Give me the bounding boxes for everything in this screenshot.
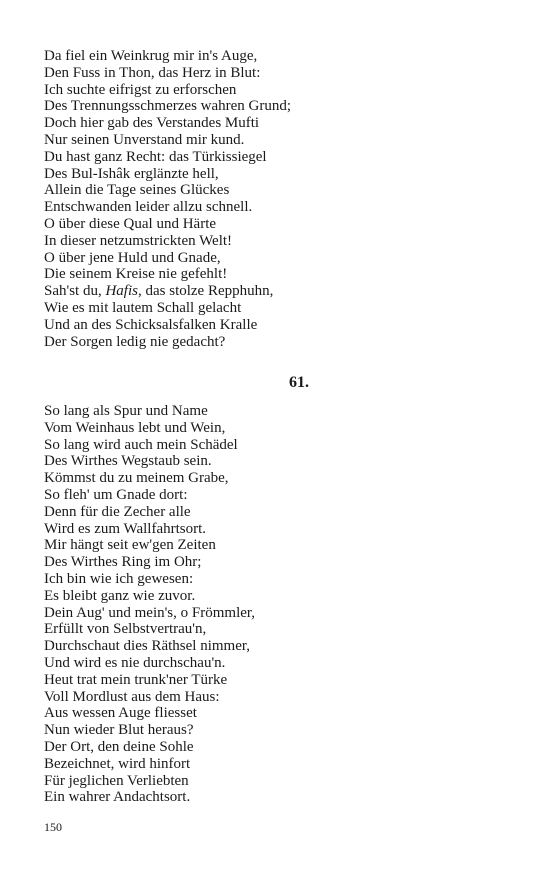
verse-line: O über diese Qual und Härte	[44, 215, 217, 232]
poem-number: 61.	[289, 374, 309, 391]
verse-line: So lang wird auch mein Schädel	[44, 436, 238, 453]
verse-line: Den Fuss in Thon, das Herz in Blut:	[44, 64, 261, 81]
verse-line: Und an des Schicksalsfalken Kralle	[44, 316, 258, 333]
verse-line: Die seinem Kreise nie gefehlt!	[44, 266, 228, 283]
verse-line: So fleh' um Gnade dort:	[44, 486, 188, 503]
verse-line: Bezeichnet, wird hinfort	[44, 755, 191, 772]
verse-line: Ich suchte eifrigst zu erforschen	[44, 81, 237, 98]
verse-line: Erfüllt von Selbstvertrau'n,	[44, 621, 207, 638]
verse-line: Des Wirthes Ring im Ohr;	[44, 554, 202, 571]
verse-line: So lang als Spur und Name	[44, 403, 208, 419]
verse-line: Mir hängt seit ew'gen Zeiten	[44, 537, 216, 554]
page-number: 150	[44, 820, 62, 834]
verse-line: O über jene Huld und Gnade,	[44, 249, 221, 266]
poem-number-heading	[0, 374, 550, 392]
verse-line: Da fiel ein Weinkrug mir in's Auge,	[44, 48, 258, 64]
poet-name: Hafis	[105, 283, 138, 300]
verse-line: Des Trennungsschmerzes wahren Grund;	[44, 98, 292, 115]
verse-line: In dieser netzumstrickten Welt!	[44, 232, 233, 249]
verse-line: Dein Aug' und mein's, o Frömmler,	[44, 604, 256, 621]
verse-line: Für jeglichen Verliebten	[44, 772, 189, 789]
verse-line: Doch hier gab des Verstandes Mufti	[44, 115, 260, 132]
verse-line-end: , das stolze Repphuhn,	[137, 283, 274, 300]
verse-line: Vom Weinhaus lebt und Wein,	[44, 419, 226, 436]
verse-line: Es bleibt ganz wie zuvor.	[44, 587, 196, 604]
verse-line: Aus wessen Auge fliesset	[44, 705, 197, 722]
verse-line: Heut trat mein trunk'ner Türke	[44, 671, 228, 688]
verse-line: Kömmst du zu meinem Grabe,	[44, 470, 229, 487]
verse-line: Entschwanden leider allzu schnell.	[44, 199, 253, 216]
verse-line: Und wird es nie durchschau'n.	[44, 654, 226, 671]
verse-line: Ich bin wie ich gewesen:	[44, 570, 194, 587]
verse-line: Des Wirthes Wegstaub sein.	[44, 453, 212, 470]
verse-line: Des Bul-Ishâk erglänzte hell,	[44, 165, 219, 182]
verse-line: Durchschaut dies Räthsel nimmer,	[44, 638, 251, 655]
verse-line: Der Ort, den deine Sohle	[44, 738, 194, 755]
verse-line: Denn für die Zecher alle	[44, 503, 191, 520]
verse-line: Du hast ganz Recht: das Türkissiegel	[44, 148, 267, 165]
verse-line: Ein wahrer Andachtsort.	[44, 789, 191, 806]
verse-line: Wie es mit lautem Schall gelacht	[44, 299, 242, 316]
poem-stanza-continued	[44, 48, 504, 350]
verse-line-start: Sah'st du,	[44, 283, 106, 300]
verse-line: Wird es zum Wallfahrtsort.	[44, 520, 207, 537]
verse-line: Der Sorgen ledig nie gedacht?	[44, 333, 226, 350]
verse-line: Nun wieder Blut heraus?	[44, 722, 194, 739]
verse-line-with-name	[44, 283, 504, 300]
verse-line: Allein die Tage seines Glückes	[44, 182, 230, 199]
verse-line: Voll Mordlust aus dem Haus:	[44, 688, 220, 705]
poem-stanza-61	[44, 403, 504, 806]
verse-line: Nur seinen Unverstand mir kund.	[44, 131, 245, 148]
